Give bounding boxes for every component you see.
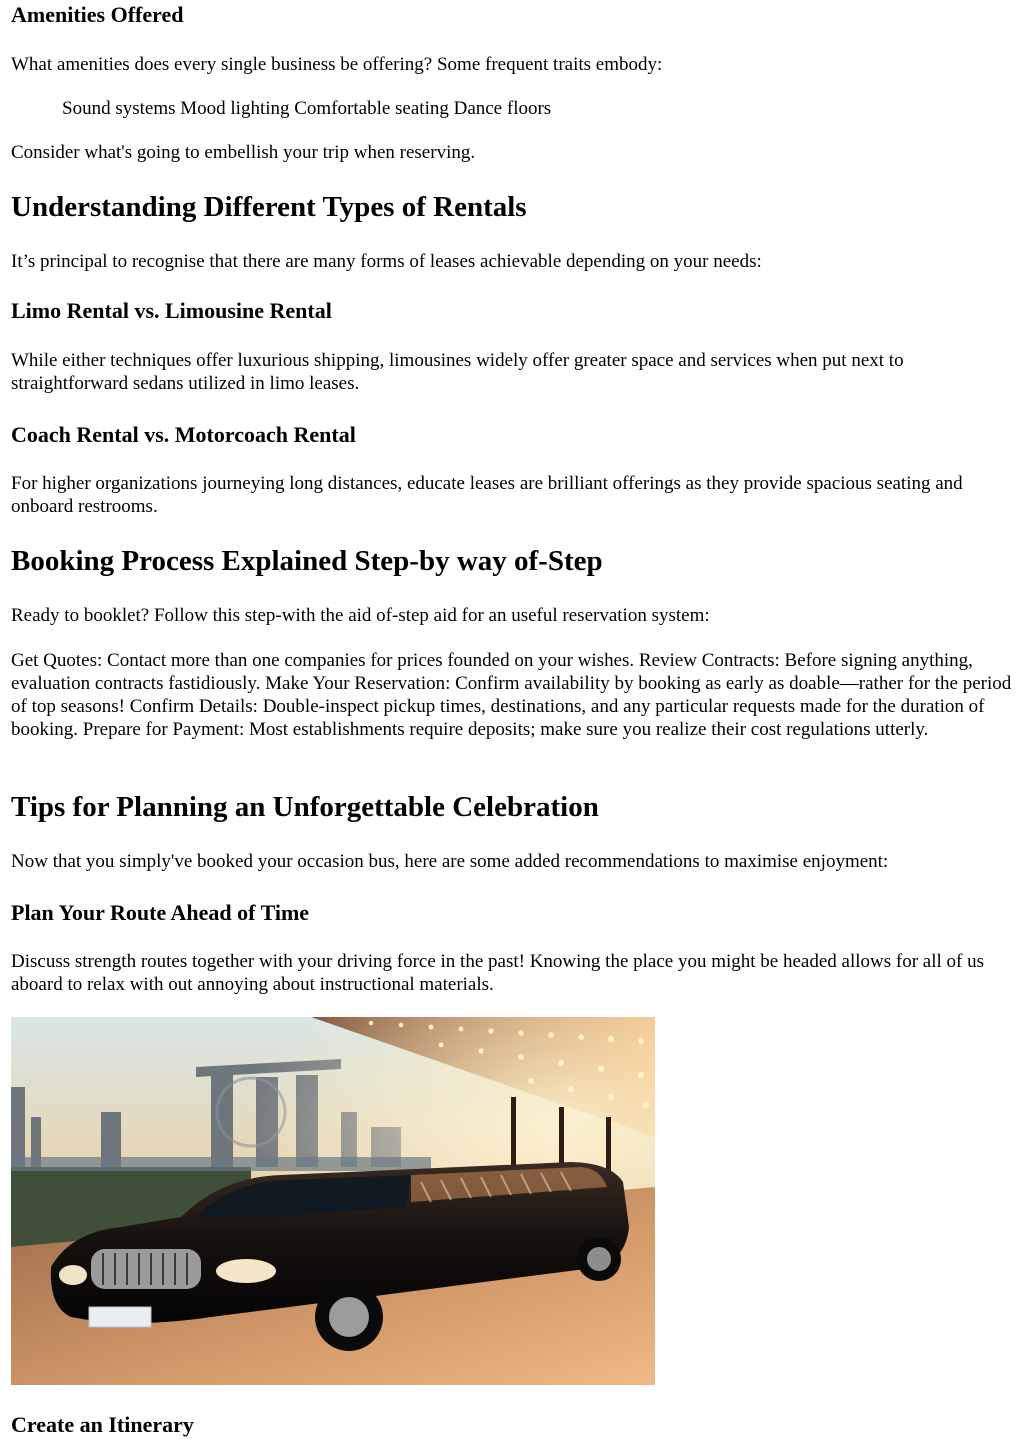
- booking-steps: Get Quotes: Contact more than one companies for prices founded on your wishes. Review Contracts: Before signing anything, evaluation contracts fastidiously. Make Your Reservation: Confirm availability by booking as early as doable—rather for the period of top seasons! Confirm Details: Double-inspect pickup times, destinations, and any particular requests made for the duration of booking. Prepare for Payment: Most establishments require deposits; make sure you realize their cost regulations utterly.: [11, 650, 1012, 740]
- coach-text: For higher organizations journeying long distances, educate leases are brilliant offerings as they provide spacious seating and onboard restrooms.: [11, 473, 963, 517]
- coach-heading: Coach Rental vs. Motorcoach Rental: [11, 422, 356, 447]
- amenities-list: Sound systems Mood lighting Comfortable seating Dance floors: [62, 98, 552, 119]
- route-heading: Plan Your Route Ahead of Time: [11, 900, 310, 925]
- types-heading: Understanding Different Types of Rentals: [11, 191, 527, 223]
- limo-heading: Limo Rental vs. Limousine Rental: [11, 298, 332, 323]
- itinerary-heading: Create an Itinerary: [11, 1412, 194, 1437]
- limo-text: While either techniques offer luxurious shipping, limousines widely offer greater space and services when put next to straightforward sedans utilized in limo leases.: [11, 350, 904, 394]
- route-text: Discuss strength routes together with your driving force in the past! Knowing the place you might be headed allows for all of us aboard to relax with out annoying about instructional materials.: [11, 951, 984, 995]
- amenities-outro: Consider what's going to embellish your trip when reserving.: [11, 142, 476, 163]
- booking-heading: Booking Process Explained Step-by way of-Step: [11, 545, 603, 577]
- amenities-heading: Amenities Offered: [11, 2, 184, 27]
- limousine-illustration: [11, 1017, 655, 1385]
- types-intro: It’s principal to recognise that there are many forms of leases achievable depending on your needs:: [11, 251, 762, 272]
- tips-intro: Now that you simply've booked your occasion bus, here are some added recommendations to maximise enjoyment:: [11, 851, 889, 872]
- tips-heading: Tips for Planning an Unforgettable Celebration: [11, 791, 599, 823]
- booking-intro: Ready to booklet? Follow this step-with the aid of-step aid for an useful reservation system:: [11, 605, 710, 626]
- amenities-intro: What amenities does every single business be offering? Some frequent traits embody:: [11, 54, 663, 75]
- limousine-photo: [11, 1017, 655, 1385]
